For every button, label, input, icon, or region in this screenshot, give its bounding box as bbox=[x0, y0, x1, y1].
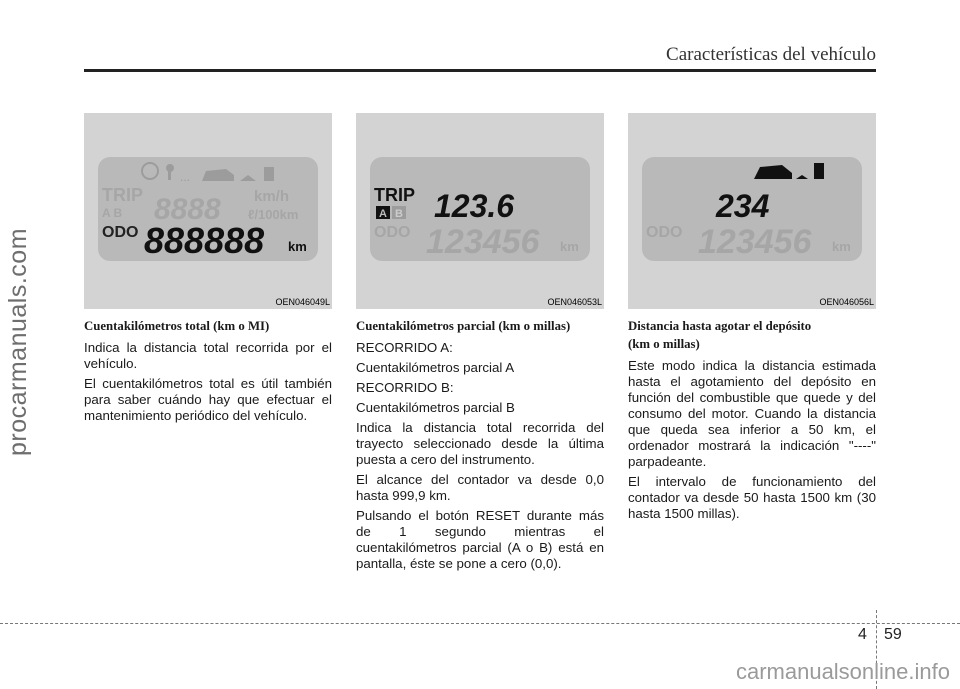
paragraph: Este modo indica la distancia estimada hasta el agotamiento del depósito en función del combustible que quede y del consumo del motor. Cuando la distancia que queda sea inferior a 50 km, el ordenador mostrará la indicación "----" parpadeante. bbox=[628, 358, 876, 469]
odo-value: 123456 bbox=[698, 223, 812, 261]
paragraph: RECORRIDO B: bbox=[356, 380, 454, 395]
lcd-graphic bbox=[370, 157, 590, 261]
fuel-unit: ℓ/100km bbox=[248, 207, 299, 222]
paragraph: El intervalo de funcionamiento del contador va desde 50 hasta 1500 km (30 hasta 1500 millas). bbox=[628, 474, 876, 521]
figure-trip-meter bbox=[356, 113, 604, 309]
trip-value: 123.6 bbox=[434, 188, 515, 224]
fuel-pump-icon bbox=[264, 167, 274, 181]
odo-label: ODO bbox=[374, 224, 411, 241]
trip-label: TRIP bbox=[102, 185, 144, 205]
lcd-graphic bbox=[642, 157, 862, 261]
chapter-number: 4 bbox=[858, 626, 867, 643]
paragraph: Indica la distancia total recorrida por el vehículo. bbox=[84, 340, 332, 371]
trip-b-label: B bbox=[395, 208, 403, 220]
page-number: 59 bbox=[884, 626, 902, 643]
paragraph: Indica la distancia total recorrida del trayecto seleccionado desde la última puesta a cero del instrumento. bbox=[356, 420, 604, 467]
section-title: Características del vehículo bbox=[666, 44, 876, 65]
odo-label: ODO bbox=[102, 224, 139, 241]
column-heading: Distancia hasta agotar el depósito bbox=[628, 319, 812, 333]
column-range bbox=[628, 318, 876, 526]
bottom-watermark: carmanualsonline.info bbox=[735, 659, 950, 684]
odo-unit: km bbox=[832, 239, 851, 254]
road-icon bbox=[240, 175, 256, 181]
lcd-display bbox=[642, 157, 862, 261]
column-trip-meter bbox=[356, 318, 604, 576]
paragraph: El alcance del contador va desde 0,0 hasta 999,9 km. bbox=[356, 472, 604, 503]
trip-a-label: A bbox=[379, 208, 387, 220]
figure-code: OEN046053L bbox=[547, 297, 602, 307]
dots-indicator: ... bbox=[180, 170, 191, 184]
figure-code: OEN046049L bbox=[275, 297, 330, 307]
paragraph: Pulsando el botón RESET durante más de 1 segundo mientras el cuentakilómetros parcial (A o B) está en pantalla, éste se pone a cero (0,0). bbox=[356, 508, 604, 571]
odo-label: ODO bbox=[646, 224, 683, 241]
column-heading: Cuentakilómetros parcial (km o millas) bbox=[356, 319, 571, 333]
figure-code: OEN046056L bbox=[819, 297, 874, 307]
paragraph: Cuentakilómetros parcial A bbox=[356, 360, 515, 375]
column-subheading: (km o millas) bbox=[628, 337, 700, 351]
fuel-pump-icon bbox=[814, 163, 824, 179]
column-odometer bbox=[84, 318, 332, 428]
odo-unit: km bbox=[560, 239, 579, 254]
paragraph: El cuentakilómetros total es útil también para saber cuándo hay que efectuar el mantenimiento periódico del vehículo. bbox=[84, 376, 332, 423]
road-icon bbox=[796, 175, 808, 179]
footer-rule bbox=[0, 623, 960, 624]
speed-unit: km/h bbox=[254, 188, 290, 205]
pin-icon bbox=[166, 164, 174, 172]
trip-label: TRIP bbox=[374, 185, 416, 205]
figure-range-to-empty bbox=[628, 113, 876, 309]
car-icon bbox=[754, 165, 792, 179]
side-watermark: procarmanuals.com bbox=[4, 227, 32, 456]
figure-odometer-total bbox=[84, 113, 332, 309]
column-heading: Cuentakilómetros total (km o MI) bbox=[84, 319, 270, 333]
lcd-display bbox=[370, 157, 590, 261]
ab-label: A B bbox=[102, 206, 123, 220]
range-value: 234 bbox=[716, 188, 770, 224]
paragraph: RECORRIDO A: bbox=[356, 340, 453, 355]
odo-value: 123456 bbox=[426, 223, 540, 261]
lcd-graphic bbox=[98, 157, 318, 261]
odo-value: 888888 bbox=[144, 220, 265, 261]
clock-icon bbox=[142, 163, 158, 179]
lcd-display bbox=[98, 157, 318, 261]
small-segments: 8888 bbox=[154, 193, 221, 226]
paragraph: Cuentakilómetros parcial B bbox=[356, 400, 515, 415]
odo-unit: km bbox=[288, 239, 307, 254]
car-icon bbox=[202, 169, 234, 181]
header-rule bbox=[84, 69, 876, 72]
